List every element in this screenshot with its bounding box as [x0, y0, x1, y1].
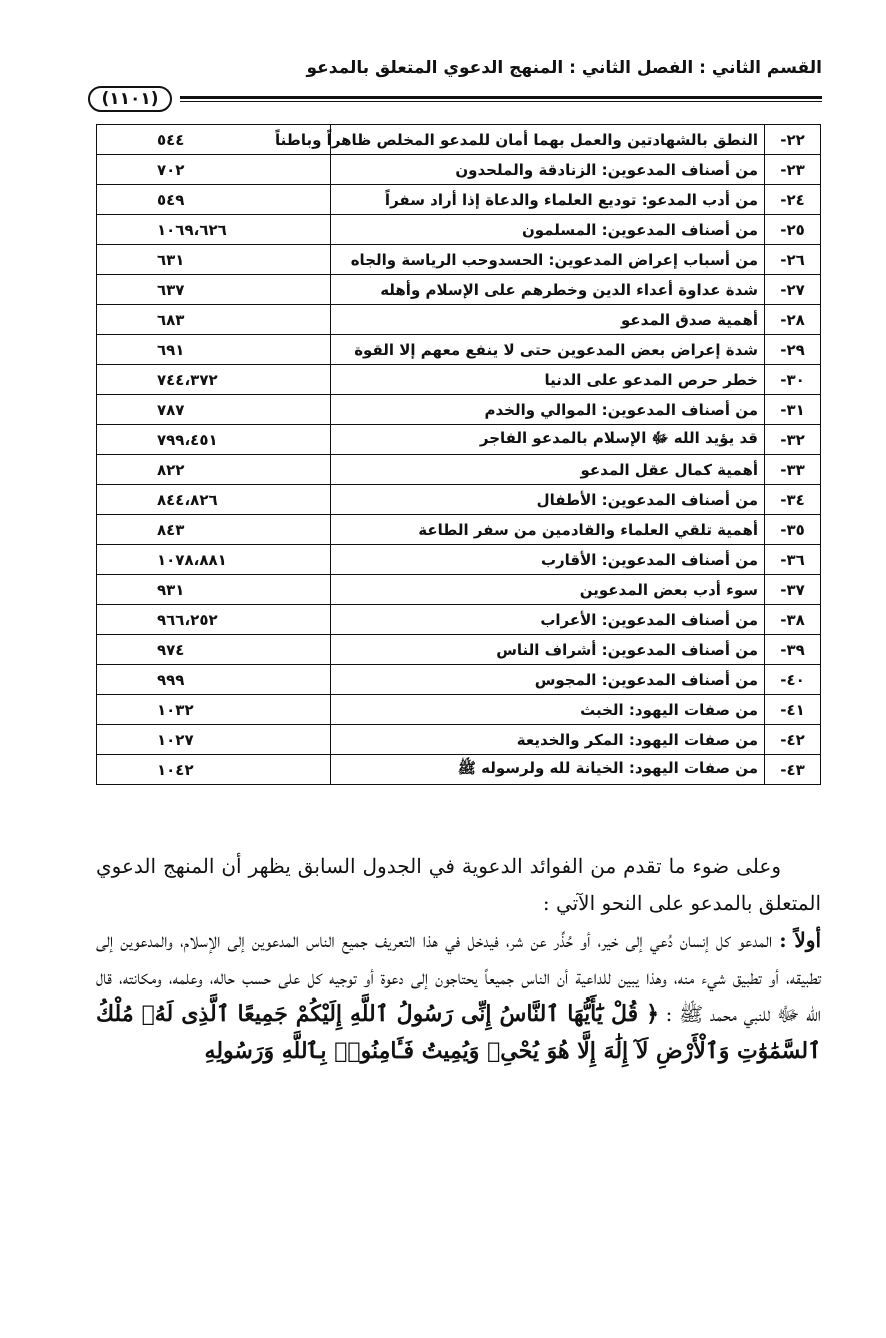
- row-topic: من أصناف المدعوين: المجوس: [331, 665, 765, 695]
- row-number: ٤٠-: [765, 665, 821, 695]
- table-row: [97, 395, 821, 425]
- table-row: [97, 155, 821, 185]
- row-number: ٣٣-: [765, 455, 821, 485]
- row-number: ٤٢-: [765, 725, 821, 755]
- row-number: ٣٩-: [765, 635, 821, 665]
- row-pages: ٦٣١: [97, 245, 331, 275]
- benefits-table: [96, 124, 821, 785]
- row-pages: ٧٨٧: [97, 395, 331, 425]
- row-pages: ١٠٣٢: [97, 695, 331, 725]
- table-row: [97, 485, 821, 515]
- row-topic: سوء أدب بعض المدعوين: [331, 575, 765, 605]
- row-pages: ٦٨٣: [97, 305, 331, 335]
- intro-paragraph: وعلى ضوء ما تقدم من الفوائد الدعوية في الجدول السابق يظهر أن المنهج الدعوي المتعلق بالمدعو على النحو الآتي :: [96, 854, 821, 915]
- row-number: ٤٣-: [765, 755, 821, 785]
- table-row: [97, 185, 821, 215]
- row-topic: أهمية كمال عقل المدعو: [331, 455, 765, 485]
- header-rule-thin: [180, 101, 822, 102]
- first-point-label: أولاً :: [779, 928, 821, 952]
- row-pages: ٨٤٣: [97, 515, 331, 545]
- page-number: (١١٠١): [88, 86, 172, 112]
- table-row: [97, 455, 821, 485]
- row-pages: ٩٧٤: [97, 635, 331, 665]
- row-pages: ٦٩١: [97, 335, 331, 365]
- row-number: ٢٦-: [765, 245, 821, 275]
- row-topic: من أصناف المدعوين: الموالي والخدم: [331, 395, 765, 425]
- row-topic: من صفات اليهود: الخيانة لله ولرسوله ﷺ: [331, 755, 765, 785]
- table-row: [97, 545, 821, 575]
- header-rule: [180, 96, 822, 99]
- row-topic: من أسباب إعراض المدعوين: الحسدوحب الرياسة والجاه: [331, 245, 765, 275]
- row-pages: ٥٤٩: [97, 185, 331, 215]
- table-row: [97, 335, 821, 365]
- row-topic: من أدب المدعو: توديع العلماء والدعاة إذا أراد سفراً: [331, 185, 765, 215]
- row-topic: أهمية تلقي العلماء والقادمين من سفر الطاعة: [331, 515, 765, 545]
- row-number: ٣٥-: [765, 515, 821, 545]
- quran-verse: ﴿ قُلْ يَٰٓأَيُّهَا ٱلنَّاسُ إِنِّى رَسُولُ ٱللَّهِ إِلَيْكُمْ جَمِيعًا ٱلَّذِى لَهُۥ مُلْكُ ٱلسَّمَٰوَٰتِ وَٱلْأَرْضِ لَآ إِلَٰهَ إِلَّا هُوَ يُحْىِۦ وَيُمِيتُ فَـَٔامِنُوا۟ بِٱللَّهِ وَرَسُولِهِ: [96, 1001, 821, 1064]
- row-topic: من أصناف المدعوين: الأقارب: [331, 545, 765, 575]
- row-topic: من صفات اليهود: الخبث: [331, 695, 765, 725]
- row-pages: ٩٣١: [97, 575, 331, 605]
- row-pages: ٥٤٤: [97, 125, 331, 155]
- first-point-paragraph: [96, 922, 821, 1070]
- table-row: [97, 215, 821, 245]
- row-number: ٢٩-: [765, 335, 821, 365]
- row-number: ٣٨-: [765, 605, 821, 635]
- chapter-title: القسم الثاني : الفصل الثاني : المنهج الدعوي المتعلق بالمدعو: [306, 58, 822, 78]
- page-header: [84, 50, 822, 110]
- row-topic: شدة إعراض بعض المدعوين حتى لا ينفع معهم إلا القوة: [331, 335, 765, 365]
- table-row: [97, 305, 821, 335]
- row-pages: ٩٩٩: [97, 665, 331, 695]
- table-row: [97, 635, 821, 665]
- row-number: ٣٦-: [765, 545, 821, 575]
- row-pages: ٧٤٤،٣٧٢: [97, 365, 331, 395]
- table-row: [97, 755, 821, 785]
- row-topic: النطق بالشهادتين والعمل بهما أمان للمدعو المخلص ظاهراً وباطناً: [331, 125, 765, 155]
- row-pages: ٨٤٤،٨٢٦: [97, 485, 331, 515]
- row-number: ٢٥-: [765, 215, 821, 245]
- table-row: [97, 605, 821, 635]
- row-pages: ١٠٤٢: [97, 755, 331, 785]
- table-row: [97, 575, 821, 605]
- first-point-text: المدعو كل إنسان دُعي إلى خير، أو حُذِّر عن شر، فيدخل في هذا التعريف جميع الناس المدعوين إلى الإسلام، والمدعوين إلى تطبيقه، أو تطبيق شيء منه، وهذا يبين للداعية أن الناس جميعاً يحتاجون إلى دعوة أو توجيه كل على حسب حاله، وعلمه، ومكانته، قال الله ﷻ للنبي محمد ﷺ :: [96, 928, 821, 1026]
- row-topic: خطر حرص المدعو على الدنيا: [331, 365, 765, 395]
- row-topic: من أصناف المدعوين: أشراف الناس: [331, 635, 765, 665]
- row-pages: ٨٢٢: [97, 455, 331, 485]
- row-pages: ٦٣٧: [97, 275, 331, 305]
- row-number: ٤١-: [765, 695, 821, 725]
- row-topic: أهمية صدق المدعو: [331, 305, 765, 335]
- row-topic: قد يؤيد الله ﷻ الإسلام بالمدعو الفاجر: [331, 425, 765, 455]
- table-row: [97, 695, 821, 725]
- table-row: [97, 125, 821, 155]
- table-body: [97, 125, 821, 785]
- row-topic: من صفات اليهود: المكر والخديعة: [331, 725, 765, 755]
- row-number: ٣٢-: [765, 425, 821, 455]
- row-topic: من أصناف المدعوين: الأعراب: [331, 605, 765, 635]
- table-row: [97, 425, 821, 455]
- row-number: ٣٠-: [765, 365, 821, 395]
- table-row: [97, 515, 821, 545]
- table-row: [97, 245, 821, 275]
- row-pages: ٩٦٦،٢٥٢: [97, 605, 331, 635]
- row-topic: شدة عداوة أعداء الدين وخطرهم على الإسلام وأهله: [331, 275, 765, 305]
- row-pages: ٧٩٩،٤٥١: [97, 425, 331, 455]
- row-number: ٢٧-: [765, 275, 821, 305]
- table-row: [97, 365, 821, 395]
- row-number: ٣٤-: [765, 485, 821, 515]
- row-number: ٢٨-: [765, 305, 821, 335]
- table-row: [97, 725, 821, 755]
- row-pages: ١٠٦٩،٦٢٦: [97, 215, 331, 245]
- row-number: ٣١-: [765, 395, 821, 425]
- table-row: [97, 665, 821, 695]
- row-pages: ١٠٢٧: [97, 725, 331, 755]
- row-number: ٢٣-: [765, 155, 821, 185]
- row-pages: ٧٠٢: [97, 155, 331, 185]
- row-number: ٢٤-: [765, 185, 821, 215]
- row-topic: من أصناف المدعوين: الأطفال: [331, 485, 765, 515]
- row-pages: ١٠٧٨،٨٨١: [97, 545, 331, 575]
- row-number: ٣٧-: [765, 575, 821, 605]
- row-topic: من أصناف المدعوين: الزنادقة والملحدون: [331, 155, 765, 185]
- row-number: ٢٢-: [765, 125, 821, 155]
- row-topic: من أصناف المدعوين: المسلمون: [331, 215, 765, 245]
- body-text: [96, 848, 821, 1070]
- table-row: [97, 275, 821, 305]
